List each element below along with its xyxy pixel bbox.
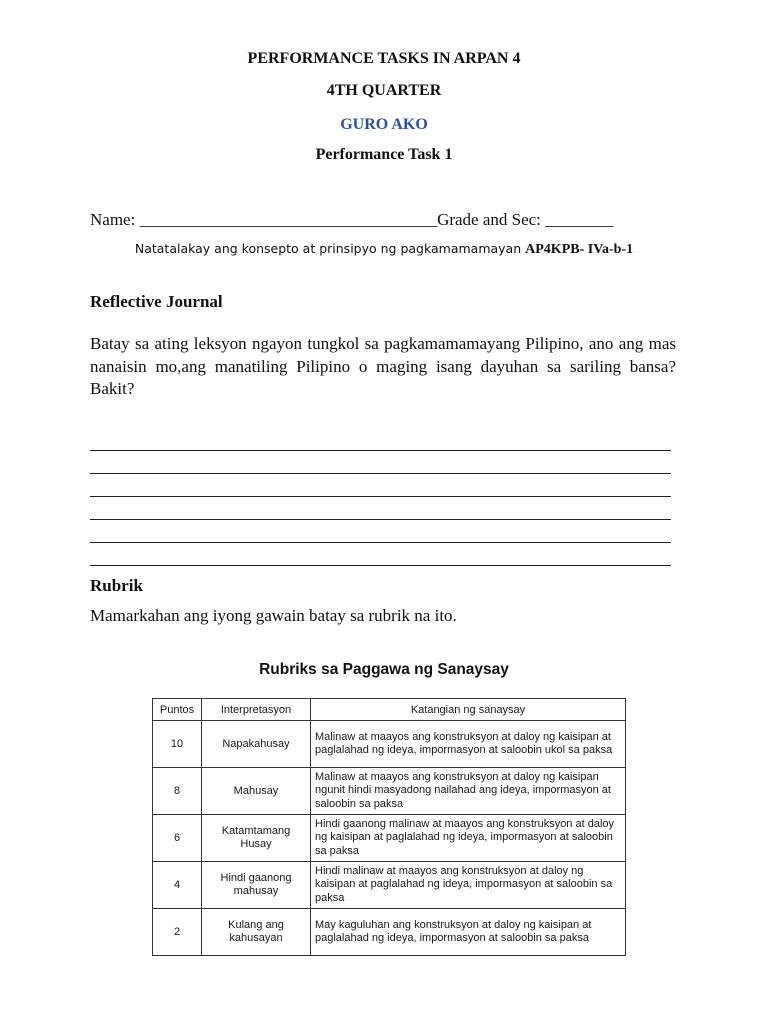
journal-question: Batay sa ating leksyon ngayon tungkol sa pagkamamamayang Pilipino, ano ang mas nanaisin mo,ang manatiling Pilipino o maging isang dayuhan sa sariling bansa? Bakit? [90,334,676,398]
table-row [153,768,626,815]
name-grade-line: Name: ___________________________________Grade and Sec: ________ [90,210,614,229]
rubric-title: Rubrik [90,576,143,595]
points-cell: 4 [153,862,202,909]
table-header-row [153,699,626,721]
task-heading: Performance Task 1 [315,146,453,163]
answer-line [90,451,671,474]
column-header-description: Katangian ng sanaysay [311,699,626,721]
quarter-heading: 4TH QUARTER [326,82,442,99]
interpretation-cell: Hindi gaanong mahusay [202,862,311,909]
table-row [153,909,626,956]
document-title: PERFORMANCE TASKS IN ARPAN 4 [247,50,521,67]
column-header-points: Puntos [153,699,202,721]
table-row [153,721,626,768]
rubric-table [152,698,626,956]
interpretation-cell: Mahusay [202,768,311,815]
points-cell: 2 [153,909,202,956]
answer-line [90,543,671,566]
description-cell: Hindi malinaw at maayos ang konstruksyon at daloy ng kaisipan at paglalahad ng ideya, impormasyon at saloobin sa paksa [311,862,626,909]
answer-line [90,428,671,451]
section-heading: GURO AKO [340,116,428,133]
description-cell: Malinaw at maayos ang konstruksyon at daloy ng kaisipan ngunit hindi masyadong nailahad ang ideya, impormasyon at saloobin sa paksa [311,768,626,815]
answer-lines [90,428,671,566]
competency-text: Natatalakay ang konsepto at prinsipyo ng pagkamamamayan [134,241,522,256]
description-cell: Hindi gaanong malinaw at maayos ang konstruksyon at daloy ng kaisipan at paglalahad ng ideya, impormasyon at saloobin sa paksa [311,815,626,862]
interpretation-cell: Napakahusay [202,721,311,768]
answer-line [90,474,671,497]
description-cell: Malinaw at maayos ang konstruksyon at daloy ng kaisipan at paglalahad ng ideya, impormasyon at saloobin ukol sa paksa [311,721,626,768]
journal-title: Reflective Journal [90,292,223,311]
points-cell: 6 [153,815,202,862]
points-cell: 10 [153,721,202,768]
column-header-interpretation: Interpretasyon [202,699,311,721]
competency-statement [0,241,768,258]
rubric-table-title: Rubriks sa Paggawa ng Sanaysay [259,661,509,678]
answer-line [90,520,671,543]
table-row [153,815,626,862]
points-cell: 8 [153,768,202,815]
interpretation-cell: Katamtamang Husay [202,815,311,862]
rubric-instruction: Mamarkahan ang iyong gawain batay sa rubrik na ito. [90,606,457,625]
table-row [153,862,626,909]
competency-code: AP4KPB- IVa-b-1 [525,242,634,257]
answer-line [90,497,671,520]
description-cell: May kaguluhan ang konstruksyon at daloy ng kaisipan at paglalahad ng ideya, impormasyon at saloobin sa paksa [311,909,626,956]
interpretation-cell: Kulang ang kahusayan [202,909,311,956]
